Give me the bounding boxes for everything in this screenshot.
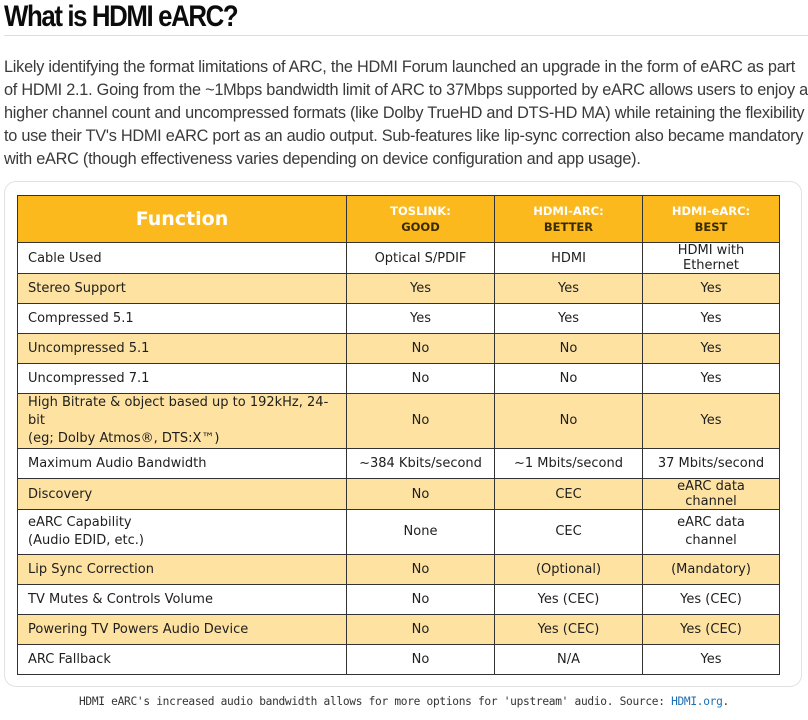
intro-paragraph: Likely identifying the format limitations of ARC, the HDMI Forum launched an upgrade in the form of eARC as part of HDMI 2.1. Going from the ~1Mbps bandwidth limit of ARC to 37Mbps supported by eARC allows users to enjoy a higher channel count and uncompressed formats (like Dolby TrueHD and DTS-HD MA) while retaining the flexibility to use their TV's HDMI eARC port as an audio output. Sub-features like lip-sync correction also became mandatory with eARC (though effectiveness varies depending on device configuration and app usage). [4,58,808,168]
cell-hdmi-earc: eARC data channel [643,479,780,510]
row-function: ARC Fallback [18,645,347,675]
cell-toslink: Yes [347,304,495,334]
table-row [18,585,780,615]
table-row [18,304,780,334]
header-hdmi-arc [495,196,643,243]
row-function: Cable Used [18,243,347,274]
cell-hdmi-earc: Yes [643,274,780,304]
cell-toslink: Yes [347,274,495,304]
row-function [18,394,347,449]
row-function: Stereo Support [18,274,347,304]
row-function-line2: (Audio EDID, etc.) [28,533,144,548]
header-name: HDMI-ARC: [533,204,604,218]
cell-toslink: No [347,555,495,585]
table-row [18,364,780,394]
table-row [18,243,780,274]
row-function: Uncompressed 5.1 [18,334,347,364]
cell-hdmi-arc: No [495,334,643,364]
cell-hdmi-earc: (Mandatory) [643,555,780,585]
caption-text: HDMI eARC's increased audio bandwidth allows for more options for 'upstream' audio. Source: [79,695,672,708]
row-function: Uncompressed 7.1 [18,364,347,394]
cell-hdmi-arc: Yes (CEC) [495,585,643,615]
cell-hdmi-earc: Yes [643,645,780,675]
table-row [18,274,780,304]
cell-hdmi-earc: Yes (CEC) [643,615,780,645]
table-row [18,449,780,479]
title-divider [4,35,808,36]
table-row [18,334,780,364]
cell-hdmi-arc: HDMI [495,243,643,274]
cell-hdmi-arc: N/A [495,645,643,675]
cell-toslink: No [347,479,495,510]
cell-hdmi-arc: Yes (CEC) [495,615,643,645]
cell-toslink: None [347,510,495,555]
cell-hdmi-earc: 37 Mbits/second [643,449,780,479]
row-function: TV Mutes & Controls Volume [18,585,347,615]
table-header-row [18,196,780,243]
source-link[interactable]: HDMI.org [671,695,723,708]
cell-toslink: Optical S/PDIF [347,243,495,274]
cell-hdmi-earc: Yes [643,334,780,364]
page-title: What is HDMI eARC? [4,0,238,33]
row-function: Discovery [18,479,347,510]
row-function: Compressed 5.1 [18,304,347,334]
cell-toslink: No [347,645,495,675]
cell-toslink: No [347,364,495,394]
cell-hdmi-arc: No [495,364,643,394]
cell-toslink: No [347,585,495,615]
cell-hdmi-earc: Yes [643,364,780,394]
table-row [18,479,780,510]
table-row [18,615,780,645]
cell-hdmi-earc: Yes (CEC) [643,585,780,615]
header-name: HDMI-eARC: [671,204,751,218]
cell-hdmi-arc: ~1 Mbits/second [495,449,643,479]
row-function: Lip Sync Correction [18,555,347,585]
row-function: Powering TV Powers Audio Device [18,615,347,645]
row-function-line1: eARC Capability [28,515,132,530]
table-row [18,555,780,585]
table-row [18,510,780,555]
cell-toslink: No [347,394,495,449]
cell-hdmi-arc: Yes [495,304,643,334]
cell-toslink: ~384 Kbits/second [347,449,495,479]
image-caption [0,695,808,708]
header-name: TOSLINK: [390,204,451,218]
header-grade: GOOD [401,220,440,234]
cell-hdmi-earc: eARC data channel [643,510,780,555]
header-function: Function [18,196,347,243]
header-grade: BETTER [543,220,594,234]
cell-hdmi-arc: No [495,394,643,449]
header-toslink [347,196,495,243]
row-function-line2: (eg; Dolby Atmos®, DTS:X™) [28,431,220,446]
table-row [18,645,780,675]
comparison-table [17,195,780,675]
cell-hdmi-arc: (Optional) [495,555,643,585]
caption-trailing: . [722,695,729,708]
header-hdmi-earc [643,196,780,243]
cell-toslink: No [347,615,495,645]
header-grade: BEST [694,220,728,234]
cell-hdmi-arc: CEC [495,510,643,555]
cell-hdmi-earc: Yes [643,394,780,449]
cell-hdmi-earc: HDMI with Ethernet [643,243,780,274]
cell-toslink: No [347,334,495,364]
row-function-line1: High Bitrate & object based up to 192kHz, 24-bit [28,395,329,428]
table-row [18,394,780,449]
cell-hdmi-earc: Yes [643,304,780,334]
cell-hdmi-arc: CEC [495,479,643,510]
cell-hdmi-arc: Yes [495,274,643,304]
row-function [18,510,347,555]
row-function: Maximum Audio Bandwidth [18,449,347,479]
